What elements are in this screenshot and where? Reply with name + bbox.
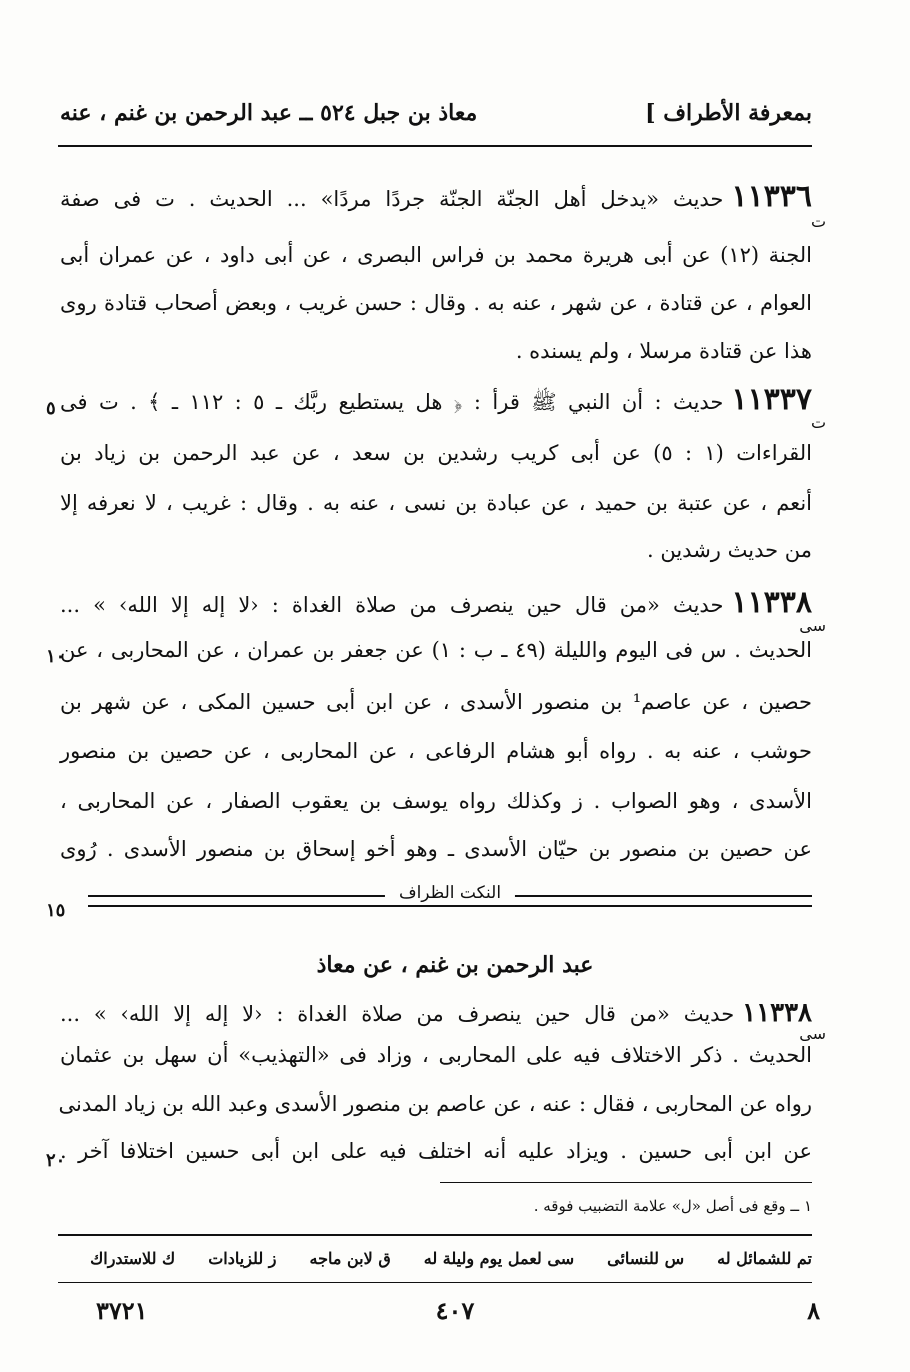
section-title: عبد الرحمن بن غنم ، عن معاذ — [316, 952, 594, 978]
entry-line: عن ابن أبى حسين . ويزاد عليه أنه اختلف فيه على ابن أبى حسين اختلافا آخر . — [60, 1139, 812, 1163]
entry-line: العوام ، عن قتادة ، عن شهر ، عنه به . وقال : حسن غريب ، وبعض أصحاب قتادة روى — [60, 291, 812, 315]
abbrev-item: س للنسائى — [607, 1249, 685, 1268]
line-count-marker: ٥ — [46, 398, 56, 419]
entry-line: عن حصين بن منصور بن حيّان الأسدى ـ وهو أخو إسحاق بن منصور الأسدى . رُوى — [60, 837, 812, 861]
abbrev-rule — [58, 1234, 812, 1236]
abbrev-item: ق لابن ماجه — [309, 1249, 391, 1268]
entry-line: الأسدى ، وهو الصواب . ز وكذلك رواه يوسف بن يعقوب الصفار ، عن المحاربى ، — [60, 789, 812, 813]
entry-line: القراءات (١ : ٥) عن أبى كريب رشدين بن سعد ، عن عبد الرحمن بن زياد بن — [60, 441, 812, 465]
entry-line: حصين ، عن عاصم¹ بن منصور الأسدى ، عن ابن أبى حسين المكى ، عن شهر بن — [60, 690, 812, 714]
entry-line: هذا عن قتادة مرسلا ، ولم يسنده . — [515, 339, 812, 363]
collection-siglum: سى — [799, 1024, 826, 1043]
abbreviation-key — [90, 1249, 812, 1268]
volume-number: ٨ — [807, 1296, 820, 1325]
running-header-left: معاذ بن جبل ٥٢٤ ــ عبد الرحمن بن غنم ، عنه — [60, 100, 478, 126]
divider-label: النكت الظراف — [385, 883, 515, 903]
entry-line: رواه عن المحاربى ، فقال : عنه ، عن عاصم بن منصور الأسدى وعبد الله بن زياد المدنى — [58, 1092, 812, 1116]
hadith-number: ١١٣٣٧ — [731, 382, 812, 417]
footnote-rule — [440, 1182, 812, 1183]
collection-siglum: ت — [810, 212, 826, 231]
footnote: ١ ــ وقع فى أصل «ل» علامة التضبيب فوقه . — [533, 1197, 812, 1215]
abbrev-item: تم للشمائل له — [717, 1249, 812, 1268]
abbrev-item: سى لعمل يوم وليلة له — [423, 1249, 575, 1268]
abbrev-item: ك للاستدراك — [90, 1249, 176, 1268]
entry-line: الجنة (١٢) عن أبى هريرة محمد بن فراس البصرى ، عن أبى داود ، عن عمران أبى — [60, 243, 812, 267]
entry-line: ١١٣٣٨حديث «من قال حين ينصرف من صلاة الغداة : ‹لا إله إلا الله› » ... — [60, 998, 812, 1028]
entry-line: ١١٣٣٦حديث «يدخل أهل الجنّة الجنّة جردًا مردًا» ... الحديث . ت فى صفة — [60, 179, 812, 214]
line-count-marker: ١٥ — [46, 900, 66, 921]
abbrev-item: ز للزيادات — [208, 1249, 277, 1268]
entry-line: من حديث رشدين . — [647, 538, 812, 562]
nukat-divider — [88, 883, 812, 907]
line-count-marker: ٢٠ — [46, 1150, 66, 1171]
hadith-number: ١١٣٣٨ — [731, 585, 812, 620]
entry-line: الحديث . ذكر الاختلاف فيه على المحاربى ، وزاد فى «التهذيب» أن سهل بن عثمان — [60, 1043, 812, 1067]
running-header-right: بمعرفة الأطراف ] — [645, 100, 812, 126]
collection-siglum: ت — [810, 413, 826, 432]
hadith-number: ١١٣٣٦ — [731, 179, 812, 214]
collection-siglum: سى — [799, 616, 826, 635]
abbrev-rule-bottom — [58, 1282, 812, 1283]
entry-line: أنعم ، عن عتبة بن حميد ، عن عبادة بن نسى ، عنه به . وقال : غريب ، لا نعرفه إلا — [60, 491, 812, 515]
entry-line: حوشب ، عنه به . رواه أبو هشام الرفاعى ، عن المحاربى ، عن حصين بن منصور — [60, 739, 812, 763]
entry-line: الحديث . س فى اليوم والليلة (٤٩ ـ ب : ١) عن جعفر بن عمران ، عن المحاربى ، عن — [60, 638, 813, 662]
page-number: ٤٠٧ — [435, 1296, 475, 1325]
serial-number: ٣٧٢١ — [96, 1296, 148, 1325]
line-count-marker: ١٠ — [46, 646, 66, 667]
entry-line: ١١٣٣٧حديث : أن النبي ﷺ قرأ : ﴿ هل يستطيع ربَّك ـ ٥ : ١١٢ ـ ﴾ . ت فى — [60, 382, 812, 417]
header-rule — [58, 145, 812, 147]
entry-line: ١١٣٣٨حديث «من قال حين ينصرف من صلاة الغداة : ‹لا إله إلا الله› » ... — [60, 585, 812, 620]
hadith-number: ١١٣٣٨ — [742, 998, 812, 1028]
